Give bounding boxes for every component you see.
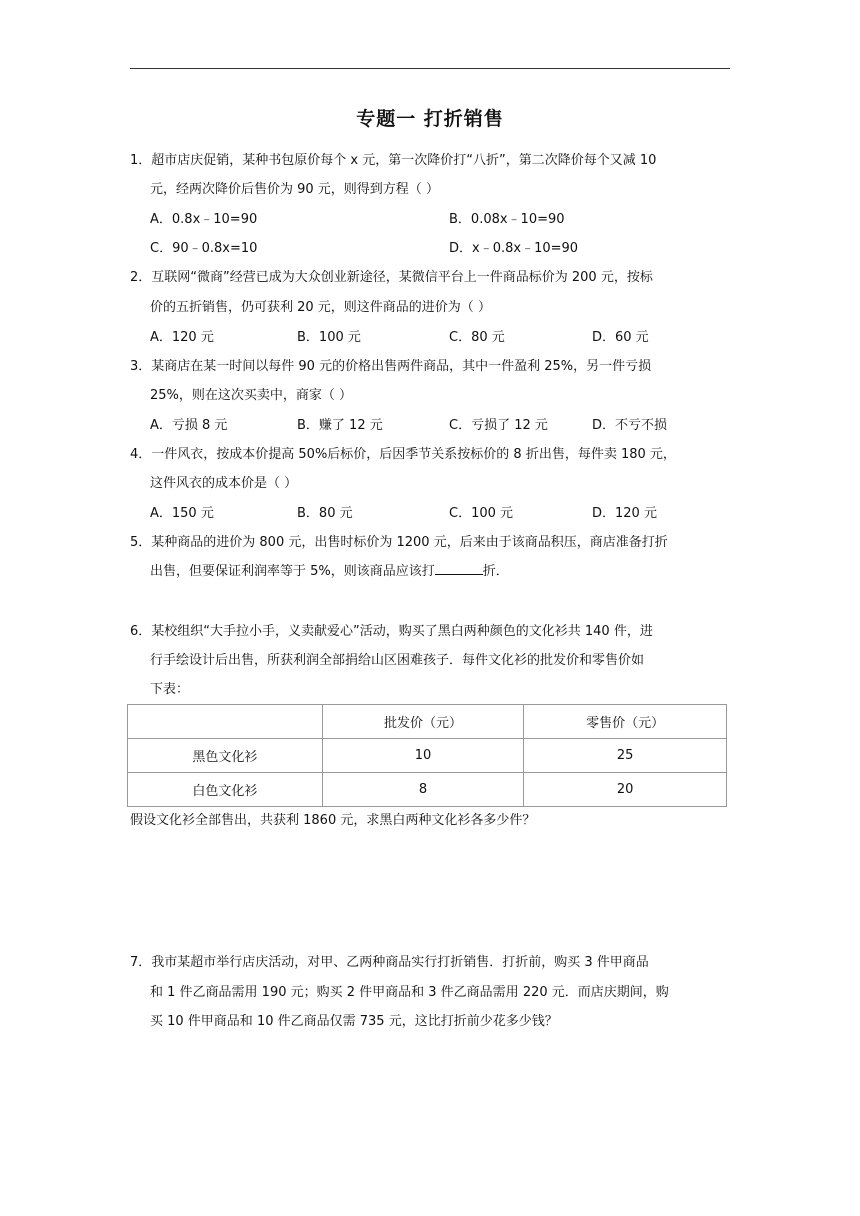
question-1-option-c: C．90﹣0.8x=10 xyxy=(150,241,258,256)
question-2-option-d: D．60 元 xyxy=(592,330,649,345)
question-1-option-a: A．0.8x﹣10=90 xyxy=(150,212,258,227)
answer-blank[interactable] xyxy=(435,561,483,575)
question-4-line-2: 这件风衣的成本价是（ ） xyxy=(150,476,298,491)
page-title: 专题一 打折销售 xyxy=(356,108,504,130)
header-rule xyxy=(130,68,730,69)
question-6-line-2: 行手绘设计后出售，所获利润全部捐给山区困难孩子．每件文化衫的批发价和零售价如 xyxy=(150,653,645,668)
question-5-line-2-end: 折． xyxy=(482,564,509,579)
question-1-option-d: D．x﹣0.8x﹣10=90 xyxy=(449,241,579,256)
question-4-option-d: D．120 元 xyxy=(592,506,657,521)
question-2-line-2: 价的五折销售，仍可获利 20 元，则这件商品的进价为（ ） xyxy=(150,300,491,315)
question-3-option-a: A．亏损 8 元 xyxy=(150,418,228,433)
table-row xyxy=(128,739,727,773)
question-7-line-2: 和 1 件乙商品需用 190 元；购买 2 件甲商品和 3 件乙商品需用 220 元．而店庆期间，购 xyxy=(150,985,669,1000)
table-cell: 25 xyxy=(524,739,727,773)
question-7-line-1: 7．我市某超市举行店庆活动，对甲、乙两种商品实行打折销售．打折前，购买 3 件甲商品 xyxy=(130,955,649,970)
question-5-line-2 xyxy=(150,560,509,579)
question-2-option-c: C．80 元 xyxy=(449,330,505,345)
question-2-option-b: B．100 元 xyxy=(297,330,361,345)
table-cell: 8 xyxy=(322,773,524,807)
question-3-line-2: 25%，则在这次买卖中，商家（ ） xyxy=(150,388,353,403)
table-cell: 20 xyxy=(524,773,727,807)
question-4-option-a: A．150 元 xyxy=(150,506,214,521)
question-3-option-d: D．不亏不损 xyxy=(592,418,668,433)
question-6-after-text: 假设文化衫全部售出，共获利 1860 元，求黑白两种文化衫各多少件？ xyxy=(130,813,536,828)
table-cell: 白色文化衫 xyxy=(128,773,323,807)
question-1-line-1: 1．超市店庆促销，某种书包原价每个 x 元，第一次降价打“八折”，第二次降价每个又减 10 xyxy=(130,153,657,168)
question-6-line-3: 下表： xyxy=(150,682,190,697)
table-header-cell xyxy=(128,705,323,739)
question-1-line-2: 元，经两次降价后售价为 90 元，则得到方程（ ） xyxy=(150,182,439,197)
table-header-cell: 零售价（元） xyxy=(524,705,727,739)
question-3-line-1: 3．某商店在某一时间以每件 90 元的价格出售两件商品，其中一件盈利 25%，另一件亏损 xyxy=(130,359,652,374)
table-header-cell: 批发价（元） xyxy=(322,705,524,739)
question-4-line-1: 4．一件风衣，按成本价提高 50%后标价，后因季节关系按标价的 8 折出售，每件卖 180 元， xyxy=(130,447,676,462)
question-5-line-1: 5．某种商品的进价为 800 元，出售时标价为 1200 元，后来由于该商品积压，商店准备打折 xyxy=(130,535,668,550)
table-row xyxy=(128,773,727,807)
question-4-option-c: C．100 元 xyxy=(449,506,514,521)
table-cell: 黑色文化衫 xyxy=(128,739,323,773)
question-1-option-b: B．0.08x﹣10=90 xyxy=(449,212,565,227)
question-2-line-1: 2．互联网“微商”经营已成为大众创业新途径，某微信平台上一件商品标价为 200 元，按标 xyxy=(130,270,653,285)
question-5-line-2-text: 出售，但要保证利润率等于 5%，则该商品应该打 xyxy=(150,564,435,579)
table-header-row xyxy=(128,705,727,739)
question-7-line-3: 买 10 件甲商品和 10 件乙商品仅需 735 元，这比打折前少花多少钱？ xyxy=(150,1014,558,1029)
question-2-option-a: A．120 元 xyxy=(150,330,214,345)
question-3-option-c: C．亏损了 12 元 xyxy=(449,418,548,433)
question-4-option-b: B．80 元 xyxy=(297,506,353,521)
price-table xyxy=(127,704,727,807)
question-3-option-b: B．赚了 12 元 xyxy=(297,418,383,433)
table-cell: 10 xyxy=(322,739,524,773)
question-6-line-1: 6．某校组织“大手拉小手，义卖献爱心”活动，购买了黑白两种颜色的文化衫共 140 件，进 xyxy=(130,624,653,639)
